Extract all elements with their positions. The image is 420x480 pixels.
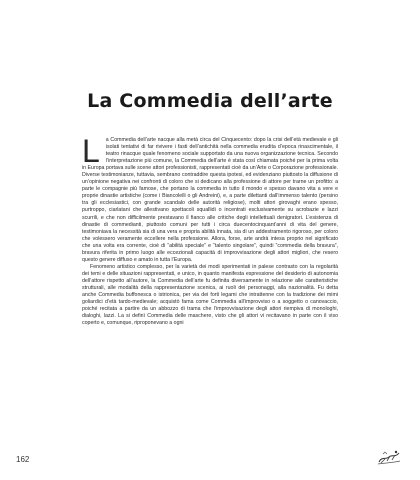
paragraph-2: Fenomeno artistico complesso, per la varietà dei modi sperimentati in palese contrasto con la regolarità dei temi e delle situazioni rappresentati, e unico, in quanto manifesta espressione del desiderio di autonomia dell’attore rispetto all’autore, la Commedia dell’arte fu definita diversamente in relazione alle caratteristiche strutturali, alle modalità della rappresentazione scenica, ai ruoli dei personaggi, alla nazionalità. Fu detta anche Commedia buffonesca o istrionica, per via dei forti legami che intrattenne con la tradizione dei mimi goliardici d’età tardo-medievale; acquistò fama come Commedia all’improvviso o a soggetto o canovaccio, poiché recitata a partire da un abbozzo di trama che l’improvvisazione degli attori riempiva di monologhi, dialoghi, lazzi. La si definì Commedia delle maschere, visto che gli attori vi recitavano in parte con il viso coperto e, comunque, riproponevano a ogni [82, 263, 338, 327]
paragraph-1 [82, 133, 338, 264]
drop-cap: L [82, 133, 100, 169]
page-title: La Commedia dell’arte [87, 90, 333, 112]
page-number: 162 [16, 455, 30, 464]
paragraph-1-text: a Commedia dell’arte nacque alla metà circa del Cinquecento: dopo la crisi dell’età medievale e gli isolati tentativi di far rivivere i fasti dell’antichità nella commedia erudita d’epoca rinascimentale, il teatro rinacque quale fenomeno sociale supportato da una nuova organizzazione tecnica. Secondo l’interpretazione più comune, la Commedia dell’arte è stata così chiamata poiché per la prima volta in Europa portava sulle scene attori professionisti, rappresentati cioè da un’Arte o Corporazione professionale. Diverse testimonianze, tuttavia, sembrano contraddire questa ipotesi, ed evidenziano piuttosto la diffusione di un’opinione negativa nei confronti di coloro che si dedicano alla professione di attore per trarne un profitto: a parte le compagnie più famose, che portano la commedia in tutto il mondo e spesso davano vita a vere e proprie dinastie artistiche (come i Biancolelli o gli Andreini), e, a parte dilettanti dall’immenso talento (persino tra gli ecclesiastici, con grande scandalo delle autorità religiose), molti attori girovaghi erano spesso, purtroppo, ciarlatani che allestivano spettacoli squallidi o incentrati esclusivamente su acrobazie e lazzi scurrili, e che non difficilmente prestavano il fianco alle critiche degli intellettuali denigratori. L’esistenza di dinastie di commedianti, piuttosto comuni per tutti i circa duecentocinquant’anni di vita del genere, testimoniava la necessità sia di una vera e propria abilità innata, sia di un addestramento rigoroso, per coloro che volessero veramente eccellere nella professione. Allora, forse, arte andrà intesa proprio nel significato che una volta era corrente, cioè di “abilità speciale” e “talento singolare”, quindi “commedia della bravura”, bravura riferita in primo luogo alle eccezionali capacità di improvvisazione degli attori migliori, che resero questo genere diffuso e amato in tutta l’Europa. [82, 137, 338, 263]
article-body [82, 133, 338, 327]
decorative-ornament-icon [376, 448, 402, 466]
